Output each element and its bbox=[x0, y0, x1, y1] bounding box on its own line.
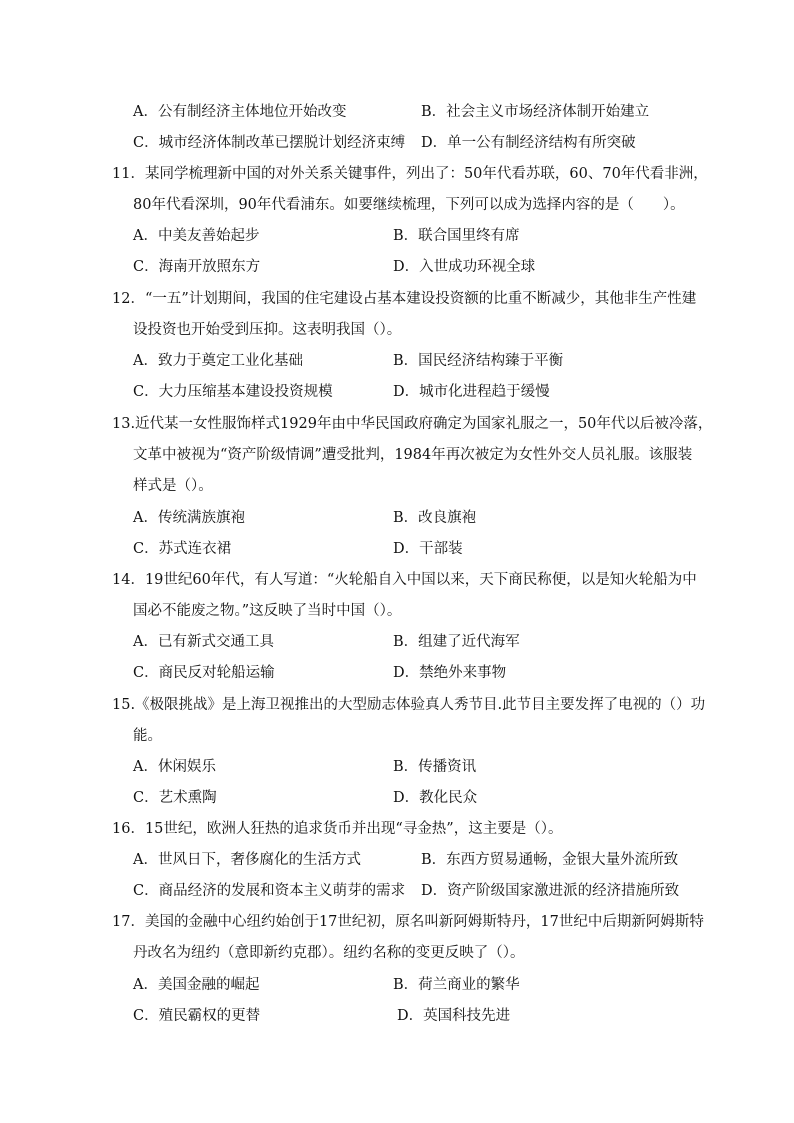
q15-option-c[interactable]: C．艺术熏陶 bbox=[133, 790, 217, 806]
q13-option-d[interactable]: D．干部装 bbox=[393, 541, 463, 557]
q13-stem-line2: 文革中被视为“资产阶级情调”遭受批判，1984年再次被定为女性外交人员礼服。该服装 bbox=[133, 447, 693, 463]
q12-option-b[interactable]: B．国民经济结构臻于平衡 bbox=[393, 353, 564, 369]
q12-option-c[interactable]: C．大力压缩基本建设投资规模 bbox=[133, 384, 333, 400]
q14-option-d[interactable]: D．禁绝外来事物 bbox=[393, 665, 507, 681]
q11-option-c[interactable]: C．海南开放照东方 bbox=[133, 259, 261, 275]
q11-option-d[interactable]: D．入世成功环视全球 bbox=[393, 259, 536, 275]
q14-option-b[interactable]: B．组建了近代海军 bbox=[393, 634, 520, 650]
q15-option-b[interactable]: B．传播资讯 bbox=[393, 759, 477, 775]
q14-stem-line2: 国必不能废之物。”这反映了当时中国（）。 bbox=[133, 603, 402, 619]
q17-option-c[interactable]: C．殖民霸权的更替 bbox=[133, 1008, 261, 1024]
q17-stem-line1: 17．美国的金融中心纽约始创于17世纪初，原名叫新阿姆斯特丹，17世纪中后期新阿姆斯特 bbox=[112, 914, 704, 930]
q16-option-a[interactable]: A．世风日下，奢侈腐化的生活方式 bbox=[133, 852, 361, 868]
q13-option-c[interactable]: C．苏式连衣裙 bbox=[133, 541, 232, 557]
q16-option-c[interactable]: C．商品经济的发展和资本主义萌芽的需求 bbox=[133, 883, 406, 899]
q15-stem-line1: 15.《极限挑战》是上海卫视推出的大型励志体验真人秀节目.此节目主要发挥了电视的（）功 bbox=[112, 697, 706, 713]
q15-option-d[interactable]: D．教化民众 bbox=[393, 790, 478, 806]
q14-option-c[interactable]: C．商民反对轮船运输 bbox=[133, 665, 275, 681]
q15-stem-line2: 能。 bbox=[133, 728, 162, 744]
q13-stem-line3: 样式是（）。 bbox=[133, 478, 213, 494]
q12-option-d[interactable]: D．城市化进程趋于缓慢 bbox=[393, 384, 550, 400]
q12-stem-line2: 设投资也开始受到压抑。这表明我国（）。 bbox=[133, 322, 402, 338]
q16-option-d[interactable]: D．资产阶级国家激进派的经济措施所致 bbox=[421, 883, 680, 899]
q11-stem-line1: 11．某同学梳理新中国的对外关系关键事件，列出了：50年代看苏联，60、70年代看非洲， bbox=[112, 166, 708, 182]
q17-stem-line2: 丹改名为纽约（意即新约克郡）。纽约名称的变更反映了（）。 bbox=[133, 945, 525, 961]
q16-option-b[interactable]: B．东西方贸易通畅，金银大量外流所致 bbox=[421, 852, 679, 868]
q12-stem-line1: 12．“一五”计划期间，我国的住宅建设占基本建设投资额的比重不断减少，其他非生产性建 bbox=[112, 291, 697, 307]
q13-option-a[interactable]: A．传统满族旗袍 bbox=[133, 510, 245, 526]
q10-option-b[interactable]: B．社会主义市场经济体制开始建立 bbox=[421, 104, 650, 120]
q17-option-b[interactable]: B．荷兰商业的繁华 bbox=[393, 977, 520, 993]
q10-option-d[interactable]: D．单一公有制经济结构有所突破 bbox=[421, 135, 636, 151]
q16-stem-line1: 16．15世纪，欧洲人狂热的追求货币并出现“寻金热”，这主要是（）。 bbox=[112, 821, 563, 837]
q15-option-a[interactable]: A．休闲娱乐 bbox=[133, 759, 216, 775]
q11-stem-line2: 80年代看深圳，90年代看浦东。如要继续梳理，下列可以成为选择内容的是（ ）。 bbox=[133, 197, 685, 213]
q13-option-b[interactable]: B．改良旗袍 bbox=[393, 510, 477, 526]
q17-option-d[interactable]: D．英国科技先进 bbox=[397, 1008, 511, 1024]
q17-option-a[interactable]: A．美国金融的崛起 bbox=[133, 977, 260, 993]
q11-option-a[interactable]: A．中美友善始起步 bbox=[133, 228, 260, 244]
q11-option-b[interactable]: B．联合国里终有席 bbox=[393, 228, 520, 244]
q14-stem-line1: 14．19世纪60年代，有人写道：“火轮船自入中国以来，天下商民称便，以是知火轮船为中 bbox=[112, 572, 697, 588]
q10-option-a[interactable]: A．公有制经济主体地位开始改变 bbox=[133, 104, 347, 120]
q14-option-a[interactable]: A．已有新式交通工具 bbox=[133, 634, 274, 650]
q13-stem-line1: 13.近代某一女性服饰样式1929年由中华民国政府确定为国家礼服之一，50年代以后被冷落， bbox=[112, 416, 713, 432]
q12-option-a[interactable]: A．致力于奠定工业化基础 bbox=[133, 353, 303, 369]
q10-option-c[interactable]: C．城市经济体制改革已摆脱计划经济束缚 bbox=[133, 135, 406, 151]
